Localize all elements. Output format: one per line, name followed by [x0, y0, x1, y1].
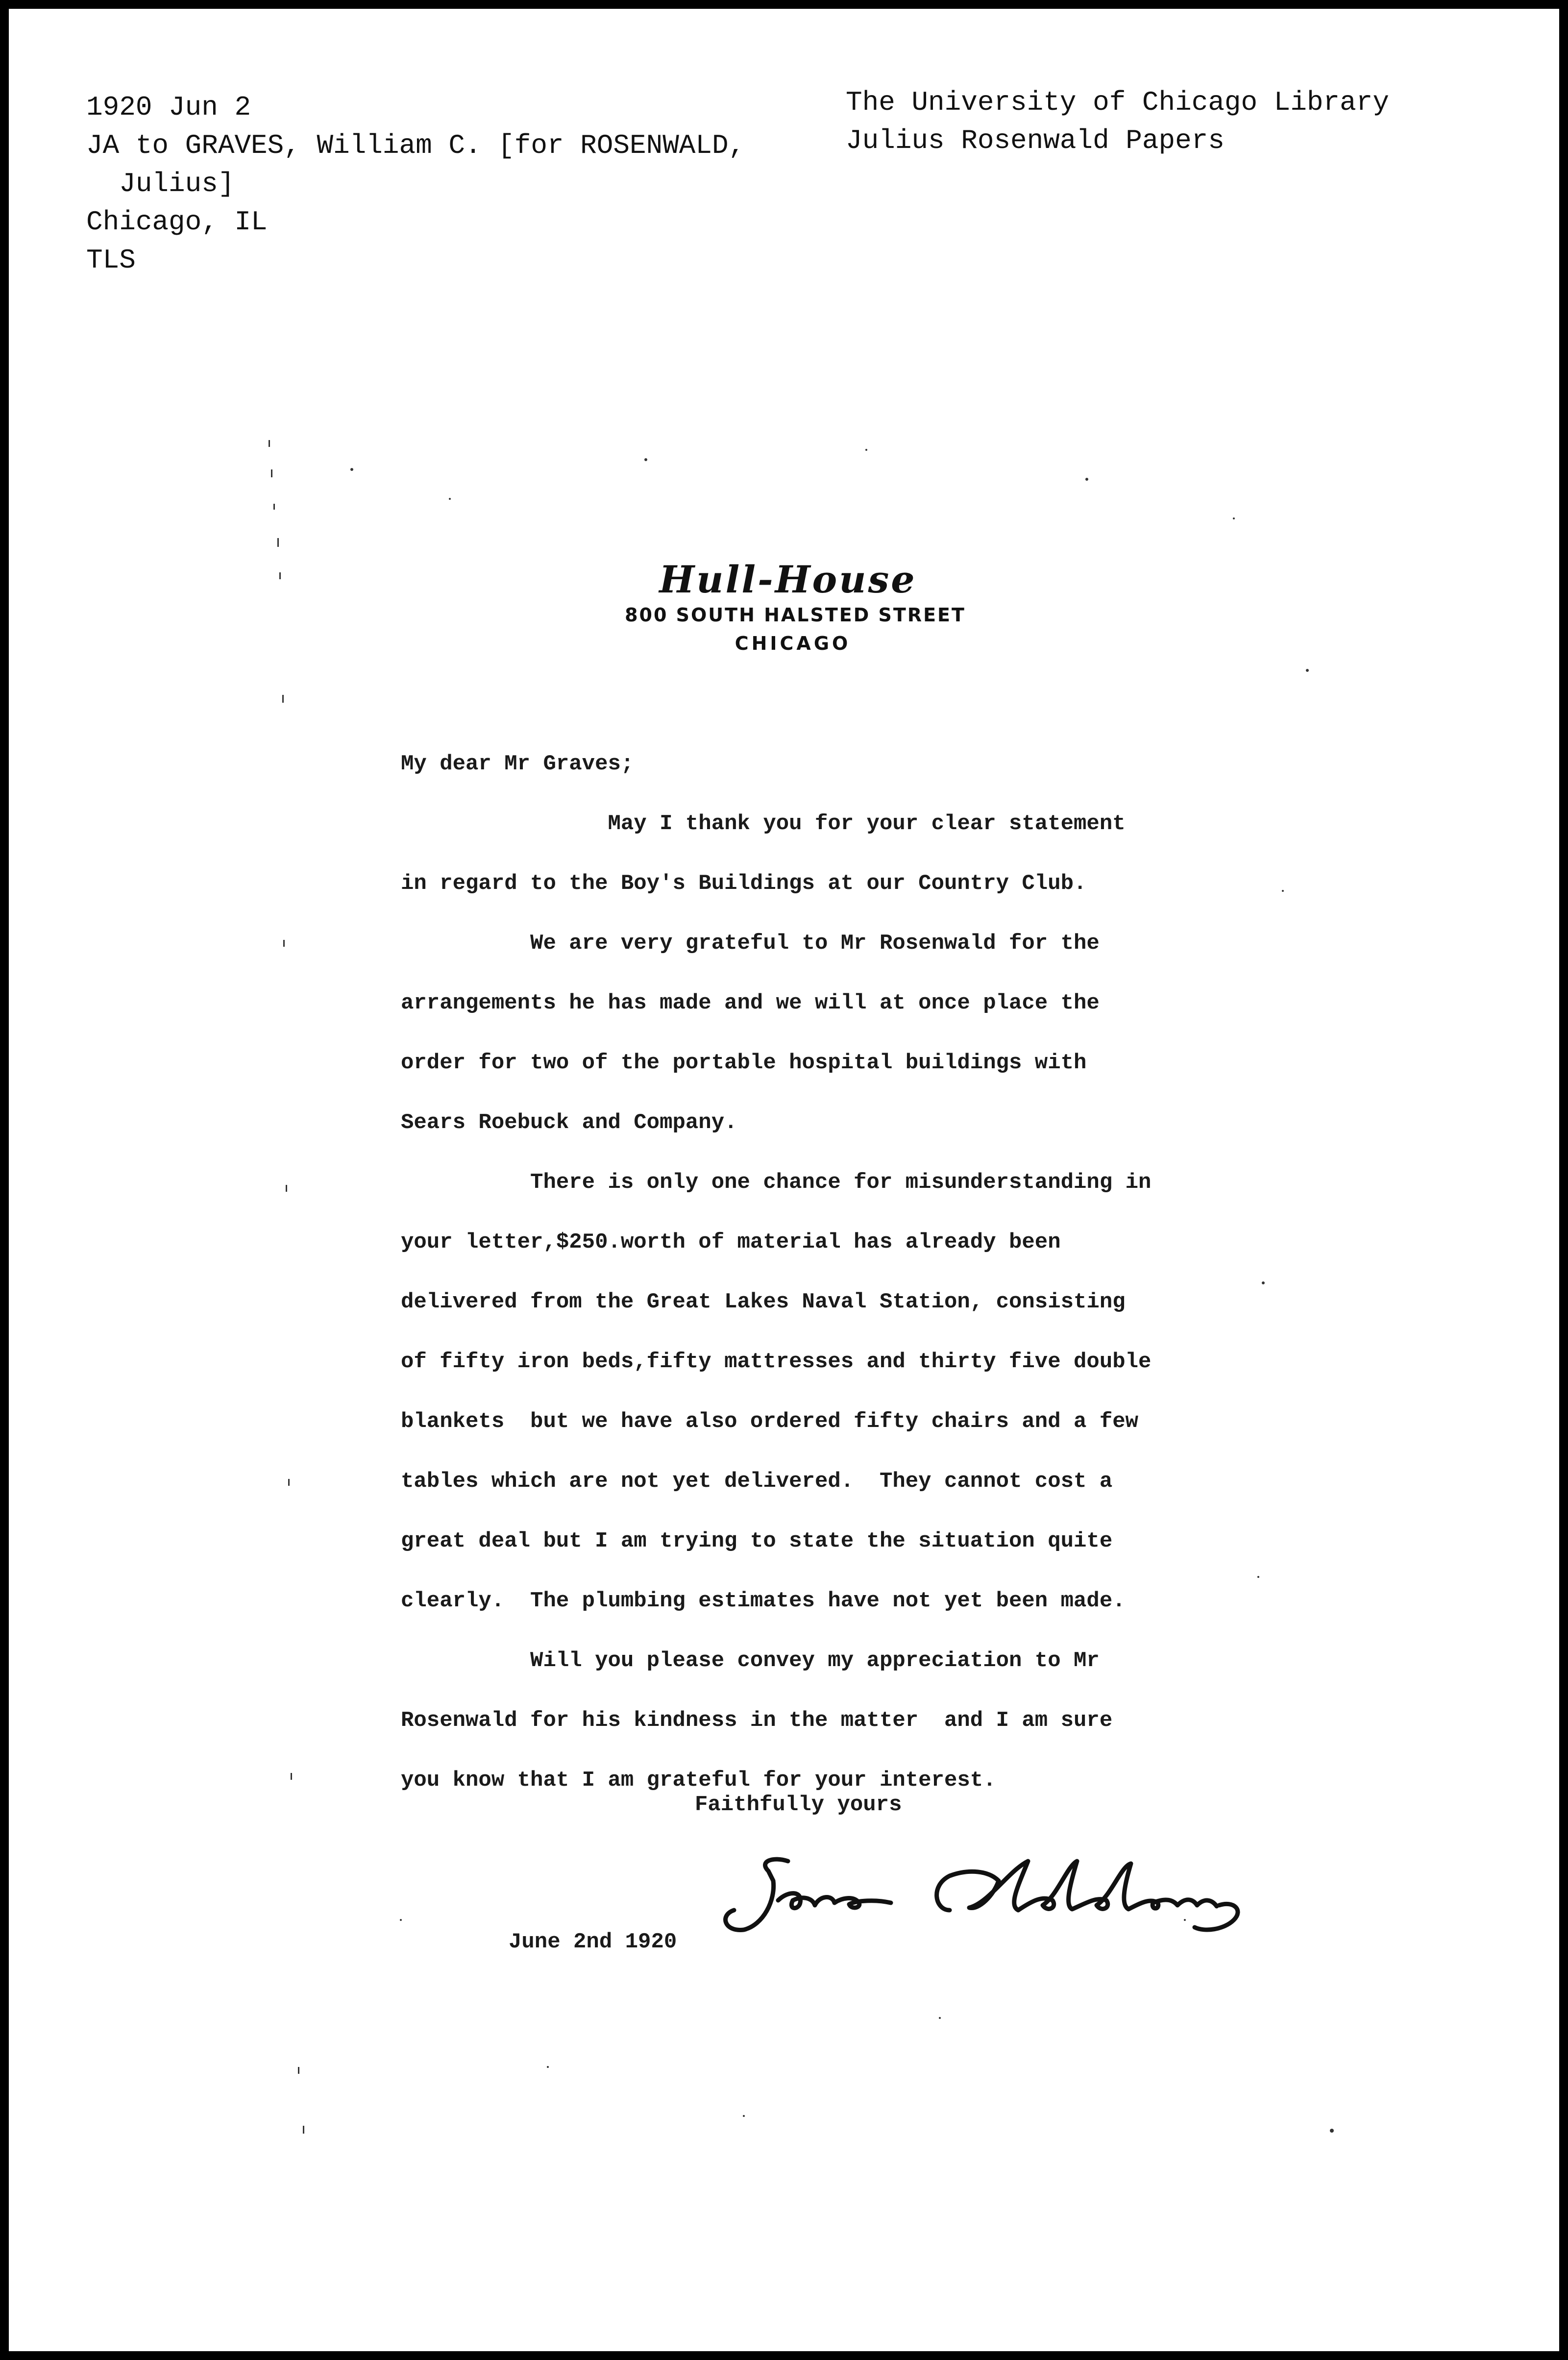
letter — [264, 440, 1293, 2185]
letter-line: Rosenwald for his kindness in the matter and I am sure — [401, 1708, 1113, 1733]
letter-line: clearly. The plumbing estimates have not yet been made. — [401, 1589, 1126, 1613]
letter-line: of fifty iron beds,fifty mattresses and thirty five double — [401, 1350, 1152, 1374]
letterhead-name: Hull-House — [659, 558, 917, 601]
letter-line: you know that I am grateful for your interest. — [401, 1768, 996, 1793]
archive-collection: Julius Rosenwald Papers — [846, 125, 1225, 156]
letter-line: great deal but I am trying to state the situation quite — [401, 1529, 1113, 1553]
letter-line: We are very grateful to Mr Rosenwald for the — [401, 931, 1100, 956]
letterhead-city: CHICAGO — [735, 633, 851, 654]
salutation: My dear Mr Graves; — [401, 752, 634, 776]
letter-line: Will you please convey my appreciation to Mr — [401, 1648, 1100, 1673]
letterhead — [264, 558, 1293, 654]
letter-line: your letter,$250.worth of material has already been — [401, 1230, 1061, 1254]
letter-line: Sears Roebuck and Company. — [401, 1110, 737, 1135]
letter-line: May I thank you for your clear statement — [401, 811, 1126, 836]
document-page — [9, 9, 1559, 2351]
archive-library: The University of Chicago Library — [846, 87, 1389, 118]
archive-correspondents-cont: Julius] — [86, 168, 235, 199]
letterhead-street: 800 SOUTH HALSTED STREET — [625, 604, 966, 626]
letter-line: delivered from the Great Lakes Naval Station, consisting — [401, 1290, 1126, 1314]
archive-place: Chicago, IL — [86, 206, 268, 238]
closing: Faithfully yours — [695, 1793, 902, 1817]
letter-line: blankets but we have also ordered fifty chairs and a few — [401, 1409, 1139, 1434]
letter-line: tables which are not yet delivered. They cannot cost a — [401, 1469, 1113, 1494]
archive-date: 1920 Jun 2 — [86, 92, 251, 123]
archive-metadata-right — [846, 83, 1389, 160]
archive-metadata-left — [86, 88, 745, 279]
letter-line: order for two of the portable hospital buildings with — [401, 1051, 1087, 1075]
archive-doc-type: TLS — [86, 245, 136, 276]
letter-line: There is only one chance for misunderstanding in — [401, 1170, 1152, 1195]
letter-line: in regard to the Boy's Buildings at our Country Club. — [401, 871, 1087, 896]
archive-correspondents: JA to GRAVES, William C. [for ROSENWALD, — [86, 130, 745, 161]
letter-line: arrangements he has made and we will at once place the — [401, 991, 1100, 1015]
letter-date: June 2nd 1920 — [509, 1930, 677, 1954]
signature-image — [714, 1842, 1273, 1949]
letter-body — [401, 734, 1332, 1810]
